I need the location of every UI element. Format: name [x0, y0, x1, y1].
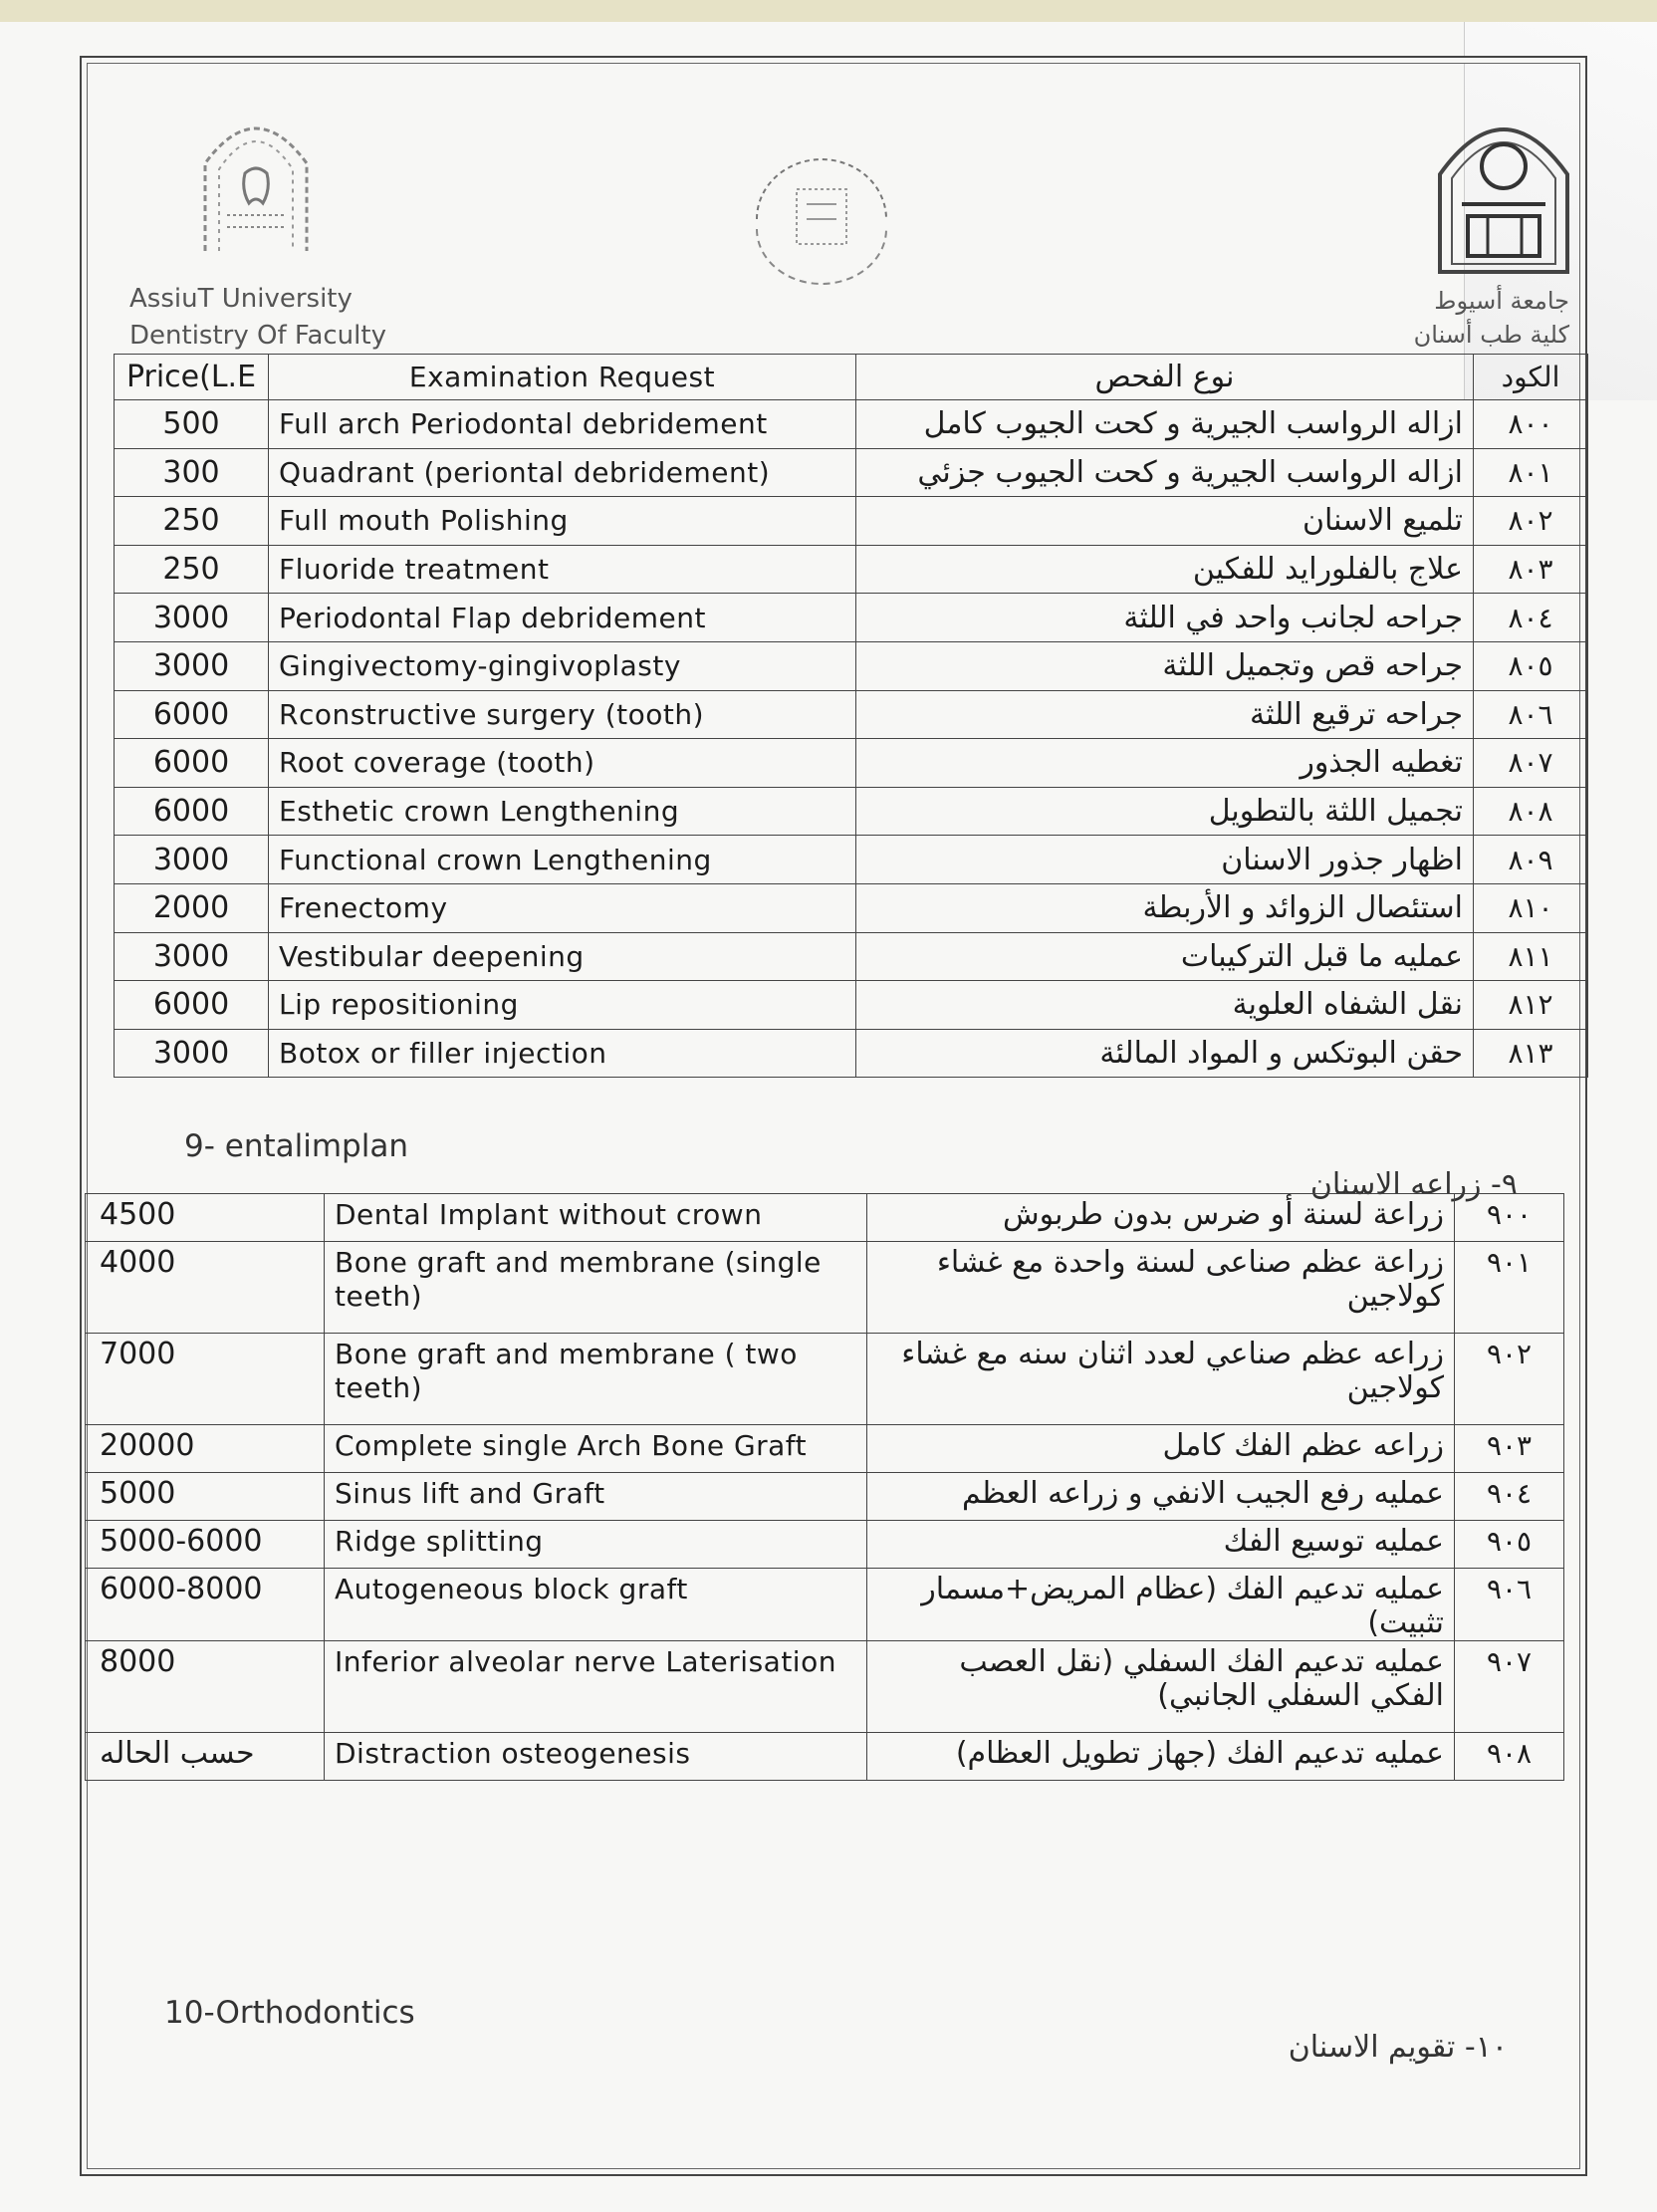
exam-en-cell: Root coverage (tooth) — [269, 739, 856, 788]
university-name-ar: جامعة أسيوط — [1434, 287, 1569, 315]
exam-en-cell: Gingivectomy-gingivoplasty — [269, 641, 856, 690]
exam-en-cell: Periodontal Flap debridement — [269, 594, 856, 642]
price-cell: 20000 — [86, 1425, 325, 1473]
code-cell: ٩٠١ — [1455, 1242, 1564, 1334]
exam-ar-cell: عمليه تدعيم الفك (عظام المريض+مسمار تثبيت) — [867, 1569, 1455, 1641]
exam-en-cell: Sinus lift and Graft — [325, 1473, 867, 1521]
exam-ar-cell: استئصال الزوائد و الأربطة — [856, 883, 1474, 932]
price-cell: 6000-8000 — [86, 1569, 325, 1641]
price-cell: 5000 — [86, 1473, 325, 1521]
price-cell: 3000 — [115, 1029, 269, 1078]
exam-ar-cell: تجميل اللثة بالتطويل — [856, 787, 1474, 836]
table-row — [115, 981, 1588, 1030]
exam-ar-cell: علاج بالفلورايد للفكين — [856, 545, 1474, 594]
code-cell: ٨٠٦ — [1474, 690, 1588, 739]
code-cell: ٨٠٨ — [1474, 787, 1588, 836]
code-cell: ٩٠٧ — [1455, 1641, 1564, 1733]
faculty-name-ar: كلية طب أسنان — [1413, 321, 1569, 349]
header-arabic — [1330, 284, 1569, 352]
exam-ar-cell: نقل الشفاه العلوية — [856, 981, 1474, 1030]
exam-en-cell: Lip repositioning — [269, 981, 856, 1030]
code-cell: ٩٠٢ — [1455, 1334, 1564, 1425]
implant-price-table — [85, 1193, 1564, 1781]
code-cell: ٩٠٥ — [1455, 1521, 1564, 1569]
table-row — [86, 1641, 1564, 1733]
section9-title-en: 9- entalimplan — [184, 1128, 408, 1164]
code-cell: ٩٠٤ — [1455, 1473, 1564, 1521]
table-row — [115, 1029, 1588, 1078]
col-header-price: Price(L.E — [115, 355, 269, 400]
price-cell: 300 — [115, 448, 269, 497]
code-cell: ٨٠٧ — [1474, 739, 1588, 788]
exam-ar-cell: عمليه رفع الجيب الانفي و زراعه العظم — [867, 1473, 1455, 1521]
price-cell: 8000 — [86, 1641, 325, 1733]
header-english — [129, 281, 386, 355]
exam-en-cell: Vestibular deepening — [269, 932, 856, 981]
exam-ar-cell: زراعة عظم صناعى لسنة واحدة مع غشاء كولاجين — [867, 1242, 1455, 1334]
table-row — [115, 739, 1588, 788]
exam-en-cell: Inferior alveolar nerve Laterisation — [325, 1641, 867, 1733]
table-row — [115, 545, 1588, 594]
code-cell: ٨١٣ — [1474, 1029, 1588, 1078]
exam-en-cell: Fluoride treatment — [269, 545, 856, 594]
university-logo — [1434, 105, 1573, 274]
exam-ar-cell: زراعة لسنة أو ضرس بدون طربوش — [867, 1194, 1455, 1242]
price-cell: 500 — [115, 400, 269, 449]
price-cell: 3000 — [115, 932, 269, 981]
price-cell: 3000 — [115, 594, 269, 642]
exam-en-cell: Botox or filler injection — [269, 1029, 856, 1078]
price-cell: 5000-6000 — [86, 1521, 325, 1569]
exam-ar-cell: عمليه تدعيم الفك السفلي (نقل العصب الفكي السفلي الجانبي) — [867, 1641, 1455, 1733]
price-cell: 4500 — [86, 1194, 325, 1242]
col-header-exam-ar: نوع الفحص — [856, 355, 1474, 400]
exam-ar-cell: ازاله الرواسب الجيرية و كحت الجيوب كامل — [856, 400, 1474, 449]
code-cell: ٩٠٨ — [1455, 1733, 1564, 1781]
price-cell: 6000 — [115, 739, 269, 788]
code-cell: ٨١١ — [1474, 932, 1588, 981]
table-row — [86, 1242, 1564, 1334]
table-row — [115, 932, 1588, 981]
exam-en-cell: Complete single Arch Bone Graft — [325, 1425, 867, 1473]
exam-en-cell: Functional crown Lengthening — [269, 836, 856, 884]
price-cell: حسب الحاله — [86, 1733, 325, 1781]
section10-title-en: 10-Orthodontics — [164, 1995, 415, 2031]
scan-edge — [0, 0, 1657, 22]
faculty-logo — [197, 104, 315, 253]
code-cell: ٨٠١ — [1474, 448, 1588, 497]
exam-en-cell: Dental Implant without crown — [325, 1194, 867, 1242]
exam-ar-cell: تغطيه الجذور — [856, 739, 1474, 788]
exam-en-cell: Esthetic crown Lengthening — [269, 787, 856, 836]
exam-ar-cell: ازاله الرواسب الجيرية و كحت الجيوب جزئي — [856, 448, 1474, 497]
table-row — [86, 1194, 1564, 1242]
exam-en-cell: Full mouth Polishing — [269, 497, 856, 546]
table-row — [86, 1425, 1564, 1473]
exam-en-cell: Ridge splitting — [325, 1521, 867, 1569]
exam-ar-cell: زراعه عظم الفك كامل — [867, 1425, 1455, 1473]
table-row — [115, 400, 1588, 449]
exam-ar-cell: جراحه لجانب واحد في اللثة — [856, 594, 1474, 642]
section9-title-ar: ٩- زراعه الاسنان — [1309, 1167, 1518, 1202]
exam-en-cell: Distraction osteogenesis — [325, 1733, 867, 1781]
university-name-en: AssiuT University — [129, 284, 353, 314]
price-cell: 6000 — [115, 787, 269, 836]
exam-ar-cell: عمليه توسيع الفك — [867, 1521, 1455, 1569]
code-cell: ٨١٠ — [1474, 883, 1588, 932]
exam-en-cell: Bone graft and membrane ( two teeth) — [325, 1334, 867, 1425]
code-cell: ٨١٢ — [1474, 981, 1588, 1030]
table-row — [115, 497, 1588, 546]
table-row — [86, 1473, 1564, 1521]
col-header-exam-en: Examination Request — [269, 355, 856, 400]
exam-ar-cell: جراحه ترقيع اللثة — [856, 690, 1474, 739]
table-row — [115, 883, 1588, 932]
price-cell: 7000 — [86, 1334, 325, 1425]
table-row — [86, 1521, 1564, 1569]
exam-ar-cell: عمليه ما قبل التركيبات — [856, 932, 1474, 981]
exam-ar-cell: اظهار جذور الاسنان — [856, 836, 1474, 884]
exam-en-cell: Bone graft and membrane (single teeth) — [325, 1242, 867, 1334]
table-row — [115, 690, 1588, 739]
code-cell: ٨٠٢ — [1474, 497, 1588, 546]
price-cell: 6000 — [115, 981, 269, 1030]
exam-en-cell: Quadrant (periontal debridement) — [269, 448, 856, 497]
exam-en-cell: Rconstructive surgery (tooth) — [269, 690, 856, 739]
price-cell: 250 — [115, 497, 269, 546]
hospital-seal — [737, 149, 906, 289]
table-row — [115, 448, 1588, 497]
code-cell: ٨٠٤ — [1474, 594, 1588, 642]
code-cell: ٨٠٠ — [1474, 400, 1588, 449]
section10-title-ar: ١٠- تقويم الاسنان — [1288, 2030, 1508, 2065]
price-cell: 6000 — [115, 690, 269, 739]
table-row — [86, 1733, 1564, 1781]
code-cell: ٨٠٥ — [1474, 641, 1588, 690]
table-row — [86, 1569, 1564, 1641]
code-cell: ٨٠٣ — [1474, 545, 1588, 594]
table-row — [115, 594, 1588, 642]
table-row — [115, 787, 1588, 836]
price-cell: 3000 — [115, 641, 269, 690]
price-cell: 250 — [115, 545, 269, 594]
exam-ar-cell: تلميع الاسنان — [856, 497, 1474, 546]
exam-en-cell: Full arch Periodontal debridement — [269, 400, 856, 449]
price-cell: 3000 — [115, 836, 269, 884]
table-row — [115, 641, 1588, 690]
code-cell: ٨٠٩ — [1474, 836, 1588, 884]
col-header-code: الكود — [1474, 355, 1588, 400]
price-cell: 2000 — [115, 883, 269, 932]
price-cell: 4000 — [86, 1242, 325, 1334]
exam-en-cell: Autogeneous block graft — [325, 1569, 867, 1641]
exam-ar-cell: عمليه تدعيم الفك (جهاز تطويل العظام) — [867, 1733, 1455, 1781]
table-row — [115, 836, 1588, 884]
exam-ar-cell: جراحه قص وتجميل اللثة — [856, 641, 1474, 690]
code-cell: ٩٠٦ — [1455, 1569, 1564, 1641]
code-cell: ٩٠٣ — [1455, 1425, 1564, 1473]
exam-en-cell: Frenectomy — [269, 883, 856, 932]
code-cell: ٩٠٠ — [1455, 1194, 1564, 1242]
table-row — [86, 1334, 1564, 1425]
exam-ar-cell: زراعه عظم صناعي لعدد اثنان سنه مع غشاء كولاجين — [867, 1334, 1455, 1425]
table-header-row — [115, 355, 1588, 400]
periodontal-price-table — [114, 354, 1588, 1078]
faculty-name-en: Dentistry Of Faculty — [129, 321, 386, 351]
exam-ar-cell: حقن البوتكس و المواد المالئة — [856, 1029, 1474, 1078]
